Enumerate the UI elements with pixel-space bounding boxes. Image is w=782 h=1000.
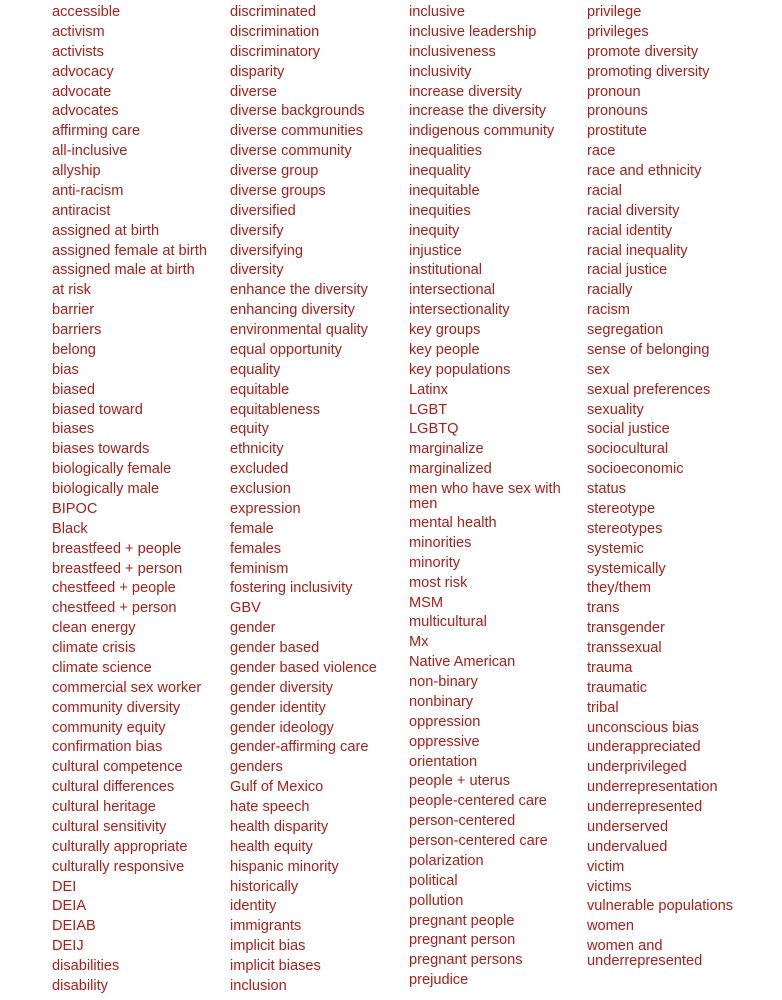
word-item: key populations <box>409 361 511 378</box>
word-item: cultural sensitivity <box>52 818 167 835</box>
word-item: anti-racism <box>52 182 124 199</box>
word-item: implicit biases <box>230 958 321 974</box>
word-item: racial <box>587 182 622 199</box>
word-item: DEIJ <box>52 938 84 955</box>
word-item: underserved <box>587 818 669 835</box>
word-item: stereotypes <box>587 520 663 537</box>
word-item: inequitable <box>409 182 480 199</box>
word-item: institutional <box>409 262 483 279</box>
word-item: racial inequality <box>587 242 688 259</box>
word-item: injustice <box>409 242 462 259</box>
word-item: equitableness <box>230 401 321 418</box>
word-item: biases towards <box>52 441 150 458</box>
word-item: trans <box>587 600 620 617</box>
word-item: multicultural <box>409 614 487 631</box>
word-item: climate crisis <box>52 640 136 656</box>
word-item: cultural heritage <box>52 799 156 815</box>
word-item: cultural competence <box>52 759 183 776</box>
word-item: polarization <box>409 852 484 869</box>
word-item: sex <box>587 361 610 378</box>
word-item: enhancing diversity <box>230 302 355 319</box>
word-item: expression <box>230 500 301 517</box>
word-item: sexuality <box>587 401 644 418</box>
word-item: gender identity <box>230 699 326 716</box>
word-item: historically <box>230 878 299 895</box>
word-item: racism <box>587 302 630 319</box>
word-item: vulnerable populations <box>587 898 734 915</box>
word-item: Gulf of Mexico <box>230 779 324 796</box>
word-item: DEIAB <box>52 918 96 935</box>
word-item: feminism <box>230 560 289 577</box>
word-item: activism <box>52 23 105 40</box>
word-item: equity <box>230 421 269 438</box>
word-item: inequality <box>409 163 471 179</box>
word-item: ethnicity <box>230 441 284 458</box>
word-item: health disparity <box>230 818 329 835</box>
word-item: diverse communities <box>230 123 364 140</box>
word-item: LGBTQ <box>409 421 459 438</box>
word-item: exclusion <box>230 481 291 497</box>
word-item: affirming care <box>52 123 141 140</box>
word-item: traumatic <box>587 679 648 696</box>
word-item: tribal <box>587 699 619 716</box>
word-item: men who have sex with men <box>409 481 561 512</box>
word-column-4 <box>587 3 767 971</box>
word-item: assigned male at birth <box>52 262 195 279</box>
word-item: diverse groups <box>230 182 326 199</box>
word-item: biased <box>52 381 96 398</box>
word-item: breastfeed + person <box>52 560 183 577</box>
word-item: privilege <box>587 4 642 20</box>
word-item: key groups <box>409 322 481 338</box>
word-item: underrepresented <box>587 799 703 815</box>
word-item: females <box>230 540 282 557</box>
word-item: activists <box>52 43 104 60</box>
word-item: gender based <box>230 640 320 656</box>
word-item: chestfeed + person <box>52 600 177 617</box>
word-item: accessible <box>52 4 121 20</box>
word-item: oppression <box>409 713 481 730</box>
word-item: mental health <box>409 515 497 531</box>
word-item: intersectionality <box>409 302 510 319</box>
word-item: inclusion <box>230 977 287 994</box>
word-item: confirmation bias <box>52 739 163 756</box>
word-item: privileges <box>587 23 649 40</box>
word-item: unconscious bias <box>587 719 699 736</box>
word-item: advocate <box>52 83 112 100</box>
word-item: diversified <box>230 202 296 219</box>
word-item: culturally responsive <box>52 858 185 875</box>
word-item: sense of belonging <box>587 341 710 358</box>
word-item: socioeconomic <box>587 461 684 478</box>
word-item: key people <box>409 341 480 358</box>
word-item: inclusivity <box>409 63 472 80</box>
word-item: diverse backgrounds <box>230 103 365 120</box>
word-item: underprivileged <box>587 759 687 776</box>
word-item: prostitute <box>587 123 648 140</box>
word-column-3 <box>409 3 581 991</box>
word-item: diversity <box>230 262 284 279</box>
word-item: stereotype <box>587 500 656 517</box>
word-item: sociocultural <box>587 441 669 458</box>
word-item: GBV <box>230 600 261 617</box>
word-item: pregnant people <box>409 912 515 929</box>
word-item: underappreciated <box>587 739 701 756</box>
word-item: inequity <box>409 222 460 239</box>
word-item: belong <box>52 341 96 358</box>
word-item: systemically <box>587 560 666 577</box>
word-item: inequalities <box>409 143 483 160</box>
word-item: biologically male <box>52 481 160 497</box>
word-item: female <box>230 520 274 537</box>
word-item: gender-affirming care <box>230 739 369 756</box>
word-item: person-centered <box>409 813 516 830</box>
word-item: hate speech <box>230 799 310 815</box>
word-item: marginalize <box>409 441 484 458</box>
word-item: community diversity <box>52 699 181 716</box>
word-item: racially <box>587 282 633 299</box>
word-item: cultural differences <box>52 779 175 796</box>
word-item: commercial sex worker <box>52 679 202 696</box>
word-item: equitable <box>230 381 290 398</box>
word-item: disability <box>52 977 108 994</box>
word-item: community equity <box>52 719 166 736</box>
word-item: MSM <box>409 594 444 611</box>
word-item: pollution <box>409 892 464 909</box>
word-item: racial identity <box>587 222 673 239</box>
word-item: inclusiveness <box>409 43 496 60</box>
word-item: pronouns <box>587 103 648 120</box>
word-item: non-binary <box>409 674 478 690</box>
word-item: advocacy <box>52 63 114 80</box>
word-item: systemic <box>587 540 644 557</box>
word-item: diverse community <box>230 143 352 160</box>
word-item: oppressive <box>409 733 480 750</box>
word-item: prejudice <box>409 972 469 989</box>
word-item: assigned at birth <box>52 222 160 239</box>
word-item: most risk <box>409 574 468 591</box>
word-item: social justice <box>587 421 670 438</box>
word-item: assigned female at birth <box>52 242 207 259</box>
word-item: people + uterus <box>409 773 511 790</box>
word-item: Latinx <box>409 381 448 398</box>
word-item: discriminatory <box>230 43 321 60</box>
word-item: inequities <box>409 202 471 219</box>
word-item: Native American <box>409 654 516 671</box>
word-item: pregnant persons <box>409 952 523 969</box>
word-item: intersectional <box>409 282 495 299</box>
word-item: inclusive leadership <box>409 23 537 40</box>
word-item: undervalued <box>587 838 668 855</box>
word-item: fostering inclusivity <box>230 580 353 597</box>
word-item: chestfeed + people <box>52 580 176 597</box>
word-column-1 <box>52 3 224 997</box>
word-item: biologically female <box>52 461 172 478</box>
word-item: all-inclusive <box>52 143 128 160</box>
word-item: race <box>587 143 616 160</box>
word-item: nonbinary <box>409 693 474 710</box>
word-item: DEIA <box>52 898 87 915</box>
word-item: race and ethnicity <box>587 163 702 179</box>
word-item: increase the diversity <box>409 103 547 120</box>
word-item: person-centered care <box>409 833 548 849</box>
word-item: people-centered care <box>409 793 547 810</box>
word-item: health equity <box>230 838 313 855</box>
word-item: breastfeed + people <box>52 540 182 557</box>
word-item: BIPOC <box>52 500 98 517</box>
word-item: women and underrepresented <box>587 938 703 970</box>
word-item: trauma <box>587 659 633 676</box>
word-item: discriminated <box>230 4 316 20</box>
word-item: immigrants <box>230 918 302 935</box>
word-item: minority <box>409 554 461 571</box>
word-item: equality <box>230 361 281 378</box>
word-item: LGBT <box>409 401 448 418</box>
word-item: Black <box>52 520 88 537</box>
word-item: racial diversity <box>587 202 680 219</box>
word-item: gender based violence <box>230 659 377 676</box>
word-item: segregation <box>587 322 664 338</box>
word-item: gender ideology <box>230 719 334 736</box>
word-item: implicit bias <box>230 938 306 955</box>
word-item: identity <box>230 898 277 915</box>
word-item: environmental quality <box>230 322 368 338</box>
word-item: underrepresentation <box>587 779 718 796</box>
word-item: gender <box>230 620 276 637</box>
word-item: sexual preferences <box>587 381 711 398</box>
word-item: at risk <box>52 282 91 299</box>
word-item: inclusive <box>409 4 465 20</box>
word-item: promoting diversity <box>587 63 710 80</box>
word-item: victim <box>587 858 625 875</box>
word-item: allyship <box>52 163 101 179</box>
word-item: Mx <box>409 634 429 651</box>
word-item: hispanic minority <box>230 858 339 875</box>
word-item: DEI <box>52 878 77 895</box>
word-item: they/them <box>587 580 652 597</box>
word-item: diverse group <box>230 163 319 179</box>
word-item: equal opportunity <box>230 341 342 358</box>
word-item: orientation <box>409 753 478 770</box>
word-item: transgender <box>587 620 665 637</box>
word-item: gender diversity <box>230 679 334 696</box>
word-item: antiracist <box>52 202 111 219</box>
word-item: climate science <box>52 659 152 676</box>
word-item: diversify <box>230 222 284 239</box>
word-item: increase diversity <box>409 83 522 100</box>
word-item: indigenous community <box>409 123 555 140</box>
word-item: clean energy <box>52 620 136 637</box>
word-item: racial justice <box>587 262 668 279</box>
word-item: women <box>587 918 635 935</box>
word-item: advocates <box>52 103 119 120</box>
word-item: disabilities <box>52 958 120 974</box>
word-item: status <box>587 481 626 497</box>
word-item: discrimination <box>230 23 320 40</box>
word-item: disparity <box>230 63 285 80</box>
word-item: bias <box>52 361 79 378</box>
word-item: promote diversity <box>587 43 699 60</box>
word-item: diversifying <box>230 242 303 259</box>
word-item: enhance the diversity <box>230 282 368 299</box>
word-item: minorities <box>409 534 472 551</box>
word-column-2 <box>230 3 402 997</box>
word-item: barriers <box>52 322 102 338</box>
word-list-grid <box>0 3 782 1000</box>
word-item: biased toward <box>52 401 143 418</box>
word-item: genders <box>230 759 283 776</box>
word-item: marginalized <box>409 461 492 478</box>
word-item: excluded <box>230 461 289 478</box>
word-item: political <box>409 872 458 889</box>
word-item: diverse <box>230 83 278 100</box>
word-item: pregnant person <box>409 932 516 949</box>
word-item: pronoun <box>587 83 641 100</box>
word-item: culturally appropriate <box>52 838 188 855</box>
word-item: transsexual <box>587 640 662 656</box>
word-item: victims <box>587 878 632 895</box>
word-item: biases <box>52 421 95 438</box>
word-item: barrier <box>52 302 95 319</box>
